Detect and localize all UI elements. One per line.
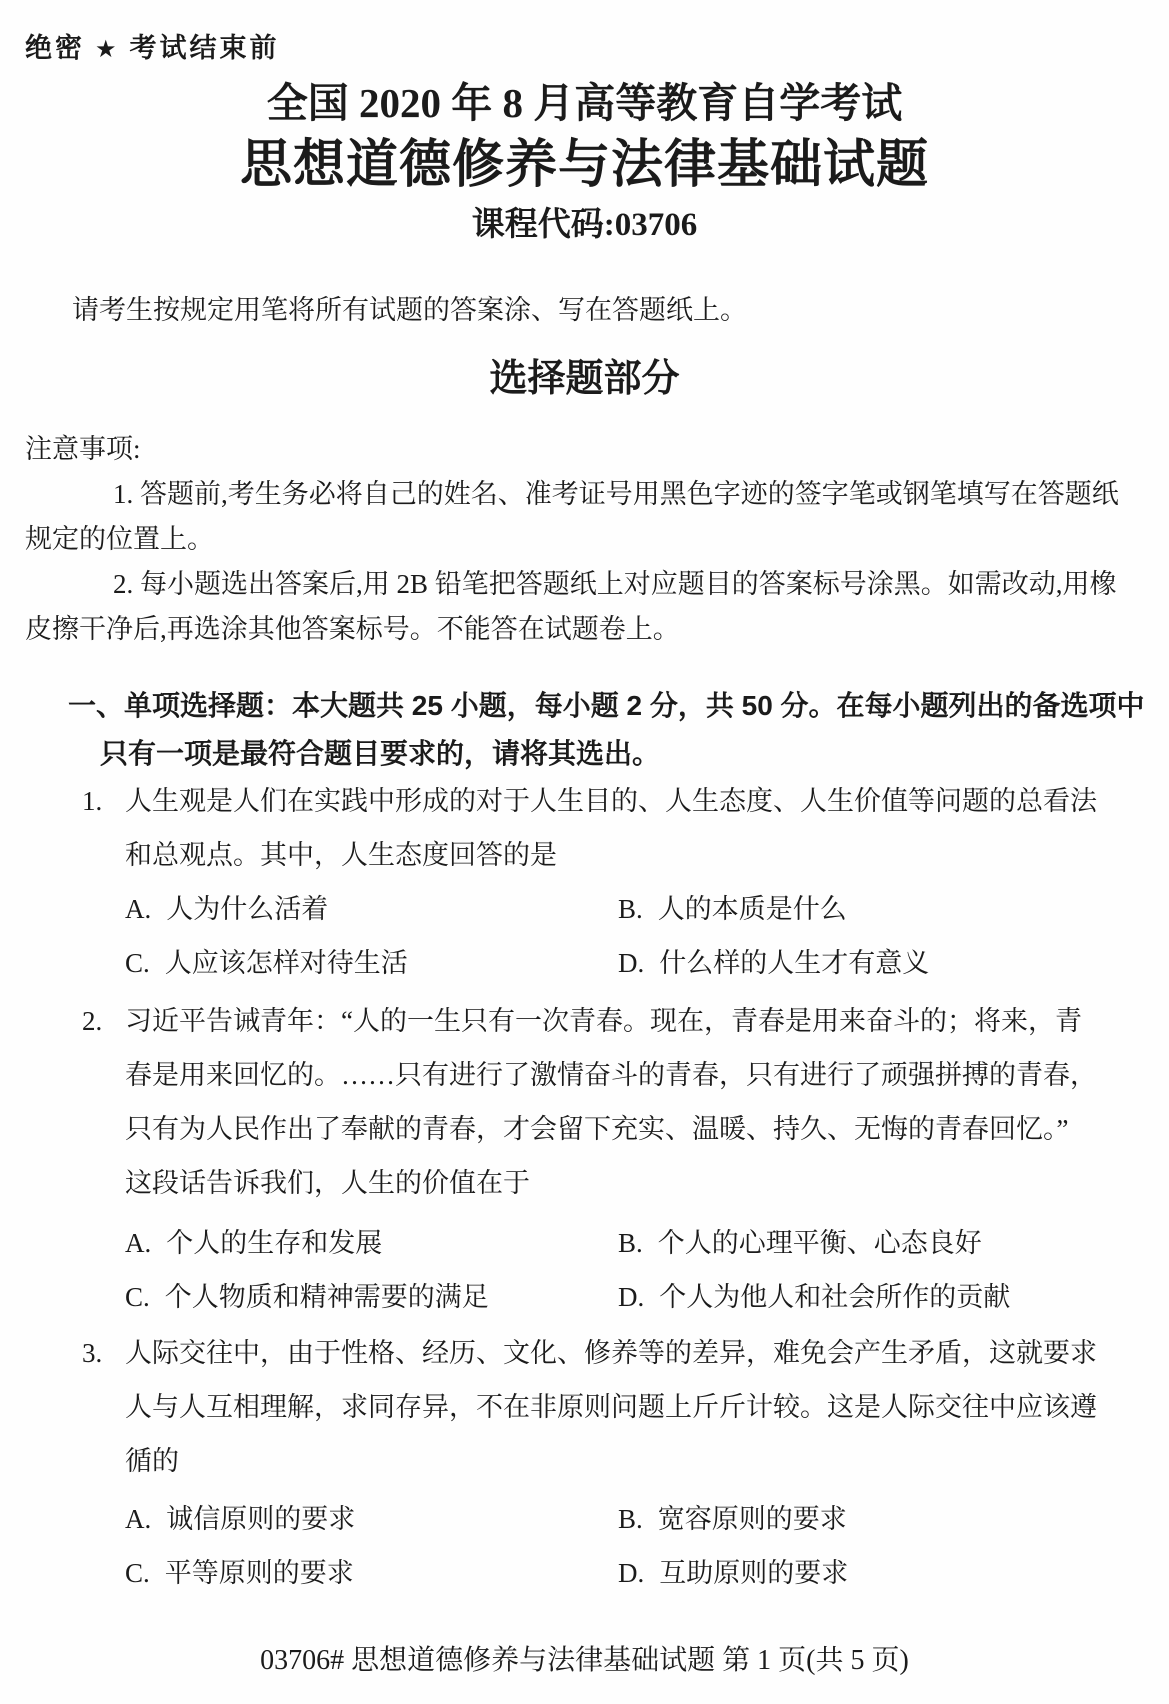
star-icon: ★	[95, 36, 120, 63]
option-text: 宽容原则的要求	[657, 1504, 847, 1534]
paper-title: 思想道德修养与法律基础试题	[239, 137, 929, 194]
option-text: 人应该怎样对待生活	[164, 948, 408, 978]
question-stem-line: 和总观点。其中，人生态度回答的是	[125, 840, 557, 870]
question-2-option-b	[618, 1216, 982, 1270]
option-label: D.	[618, 1282, 645, 1312]
question-2	[0, 994, 1169, 1324]
question-3-option-c	[125, 1546, 354, 1600]
multiple-choice-part-heading: 选择题部分	[489, 358, 680, 400]
course-code: 课程代码:03706	[471, 207, 698, 243]
question-1-option-d	[618, 936, 929, 990]
question-3	[0, 1326, 1169, 1600]
question-3-option-b	[618, 1492, 847, 1546]
question-1-option-c	[125, 936, 408, 990]
option-label: D.	[618, 948, 645, 978]
section-one-heading	[0, 682, 1145, 778]
question-number: 2.	[82, 1006, 103, 1036]
option-text: 人的本质是什么	[657, 894, 847, 924]
candidate-notice: 请考生按规定用笔将所有试题的答案涂、写在答题纸上。	[72, 295, 747, 325]
notes-title: 注意事项:	[25, 434, 141, 464]
option-label: A.	[125, 1504, 152, 1534]
option-text: 个人的生存和发展	[166, 1228, 383, 1258]
option-label: A.	[125, 1228, 152, 1258]
question-1	[0, 774, 1169, 990]
option-label: A.	[125, 894, 152, 924]
note-item-1-line-2: 规定的位置上。	[25, 524, 214, 554]
question-number: 3.	[82, 1338, 103, 1368]
question-2-option-c	[125, 1270, 489, 1324]
option-label: C.	[125, 1282, 150, 1312]
classified-banner	[25, 26, 280, 65]
option-text: 个人为他人和社会所作的贡献	[659, 1282, 1011, 1312]
option-text: 诚信原则的要求	[166, 1504, 356, 1534]
question-stem-line: 春是用来回忆的。……只有进行了激情奋斗的青春，只有进行了顽强拼搏的青春，	[125, 1060, 1097, 1090]
note-item-2-line-2: 皮擦干净后,再选涂其他答案标号。不能答在试题卷上。	[25, 614, 680, 644]
question-stem-line: 人与人互相理解，求同存异，不在非原则问题上斤斤计较。这是人际交往中应该遵	[125, 1392, 1097, 1422]
note-item-1-line-1: 1. 答题前,考生务必将自己的姓名、准考证号用黑色字迹的签字笔或钢笔填写在答题纸	[113, 479, 1119, 509]
question-1-option-a	[125, 882, 328, 936]
option-label: B.	[618, 894, 643, 924]
question-stem-line: 这段话告诉我们，人生的价值在于	[125, 1168, 530, 1198]
question-2-option-a	[125, 1216, 382, 1270]
exam-session-title: 全国 2020 年 8 月高等教育自学考试	[266, 80, 903, 126]
section-one-heading-line-1: 单项选择题：本大题共 25 小题，每小题 2 分，共 50 分。在每小题列出的备选项中	[124, 690, 1145, 721]
section-one-label: 一、	[68, 690, 125, 721]
option-text: 个人物质和精神需要的满足	[164, 1282, 489, 1312]
question-2-option-d	[618, 1270, 1010, 1324]
option-label: D.	[618, 1558, 645, 1588]
question-3-option-a	[125, 1492, 355, 1546]
section-one-heading-line-2: 只有一项是最符合题目要求的，请将其选出。	[100, 738, 661, 769]
question-stem-line: 只有为人民作出了奉献的青春，才会留下充实、温暖、持久、无悔的青春回忆。”	[125, 1114, 1069, 1144]
option-text: 个人的心理平衡、心态良好	[657, 1228, 982, 1258]
option-text: 什么样的人生才有意义	[659, 948, 930, 978]
page-footer: 03706# 思想道德修养与法律基础试题 第 1 页(共 5 页)	[260, 1645, 909, 1676]
question-stem-line: 习近平告诫青年：“人的一生只有一次青春。现在，青春是用来奋斗的；将来，青	[125, 1006, 1082, 1036]
question-stem-line: 人生观是人们在实践中形成的对于人生目的、人生态度、人生价值等问题的总看法	[125, 786, 1097, 816]
note-item-2-line-1: 2. 每小题选出答案后,用 2B 铅笔把答题纸上对应题目的答案标号涂黑。如需改动,用橡	[113, 569, 1117, 599]
notes-block	[25, 427, 1119, 652]
option-text: 平等原则的要求	[164, 1558, 354, 1588]
question-stem-line: 人际交往中，由于性格、经历、文化、修养等的差异，难免会产生矛盾，这就要求	[125, 1338, 1097, 1368]
option-label: B.	[618, 1228, 643, 1258]
option-label: B.	[618, 1504, 643, 1534]
question-1-option-b	[618, 882, 847, 936]
classification-level: 绝密	[25, 33, 85, 63]
option-text: 人为什么活着	[166, 894, 329, 924]
question-stem-line: 循的	[125, 1446, 179, 1476]
question-number: 1.	[82, 786, 103, 816]
question-3-option-d	[618, 1546, 848, 1600]
option-label: C.	[125, 948, 150, 978]
classification-timing: 考试结束前	[129, 33, 280, 63]
option-label: C.	[125, 1558, 150, 1588]
option-text: 互助原则的要求	[659, 1558, 849, 1588]
